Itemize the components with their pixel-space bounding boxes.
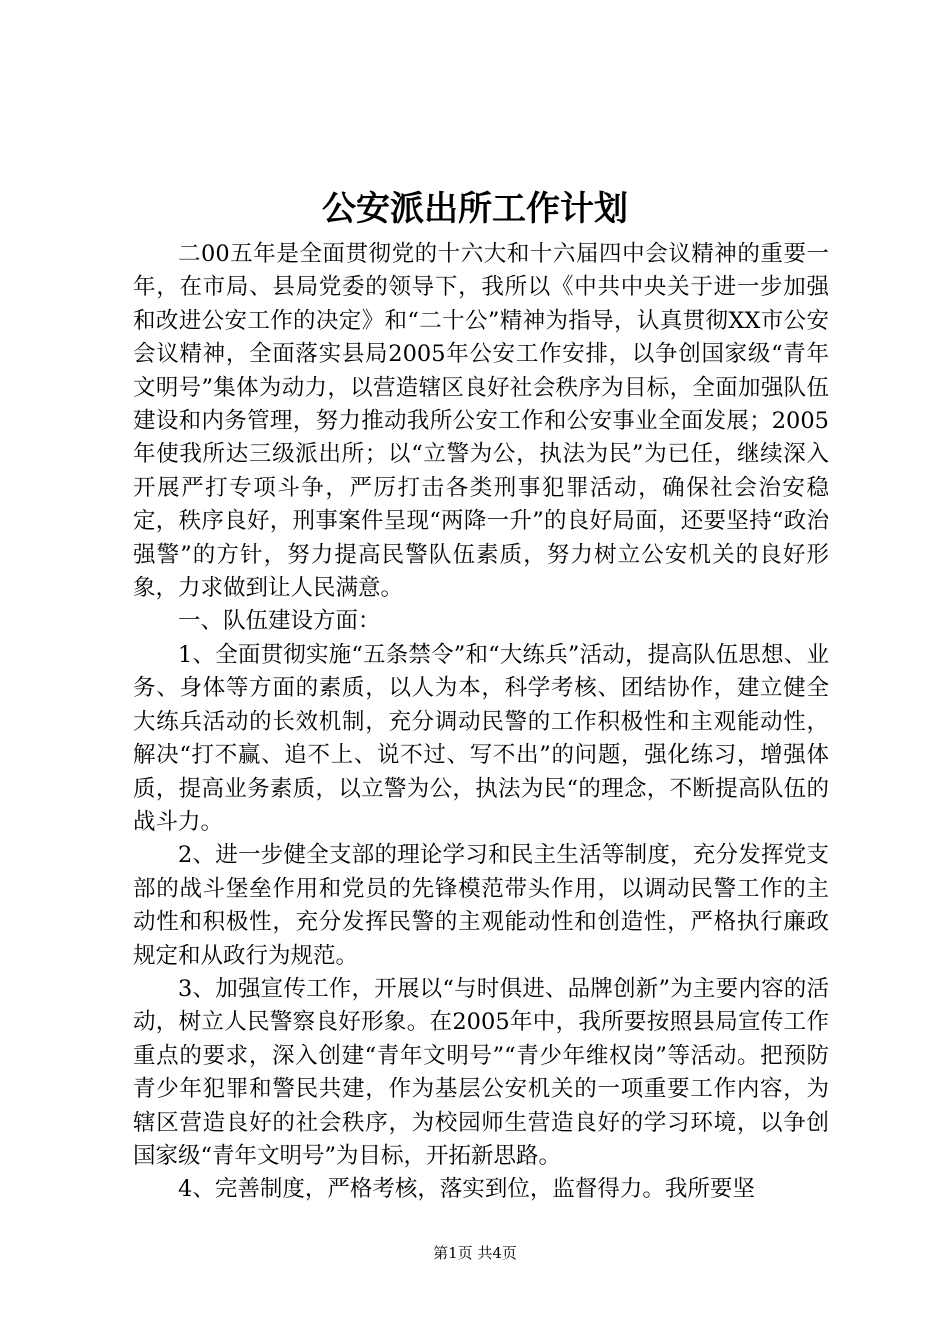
body-paragraph: 4、完善制度，严格考核，落实到位，监督得力。我所要坚 — [178, 1176, 755, 1203]
body-paragraph: 1、全面贯彻实施“五条禁令”和“大练兵”活动，提高队伍思想、业务、身体等方面的素质，以人为本，科学考核、团结协作，建立健全大练兵活动的长效机制，充分调动民警的工作积极性和主观能动性，解决“打不赢、追不上、说不过、写不出”的问题，强化练习，增强体质，提高业务素质，以立警为公，执法为民“的理念，不断提高队伍的战斗力。 — [133, 641, 829, 835]
body-paragraph: 2、进一步健全支部的理论学习和民主生活等制度，充分发挥党支部的战斗堡垒作用和党员的先锋模范带头作用，以调动民警工作的主动性和积极性，充分发挥民警的主观能动性和创造性，严格执行廉政规定和从政行为规范。 — [133, 842, 829, 969]
body-paragraph: 二00五年是全面贯彻党的十六大和十六届四中会议精神的重要一年，在市局、县局党委的领导下，我所以《中共中央关于进一步加强和改进公安工作的决定》和“二十公”精神为指导，认真贯彻XX市公安会议精神，全面落实县局2005年公安工作安排，以争创国家级“青年文明号”集体为动力，以营造辖区良好社会秩序为目标，全面加强队伍建设和内务管理，努力推动我所公安工作和公安事业全面发展；2005年使我所达三级派出所；以“立警为公，执法为民”为已任，继续深入开展严打专项斗争，严厉打击各类刑事犯罪活动，确保社会治安稳定，秩序良好，刑事案件呈现“两降一升”的良好局面，还要坚持“政治强警”的方针，努力提高民警队伍素质，努力树立公安机关的良好形象，力求做到让人民满意。 — [133, 241, 829, 602]
body-paragraph: 3、加强宣传工作，开展以“与时俱进、品牌创新”为主要内容的活动，树立人民警察良好形象。在2005年中，我所要按照县局宣传工作重点的要求，深入创建“青年文明号”“青少年维权岗”等活动。把预防青少年犯罪和警民共建，作为基层公安机关的一项重要工作内容，为辖区营造良好的社会秩序，为校园师生营造良好的学习环境，以争创国家级“青年文明号”为目标，开拓新思路。 — [133, 975, 829, 1169]
page-number-footer: 第1页 共4页 — [433, 1244, 517, 1262]
section-heading: 一、队伍建设方面： — [178, 608, 381, 635]
document-body — [133, 238, 829, 1207]
document-title: 公安派出所工作计划 — [322, 189, 628, 229]
